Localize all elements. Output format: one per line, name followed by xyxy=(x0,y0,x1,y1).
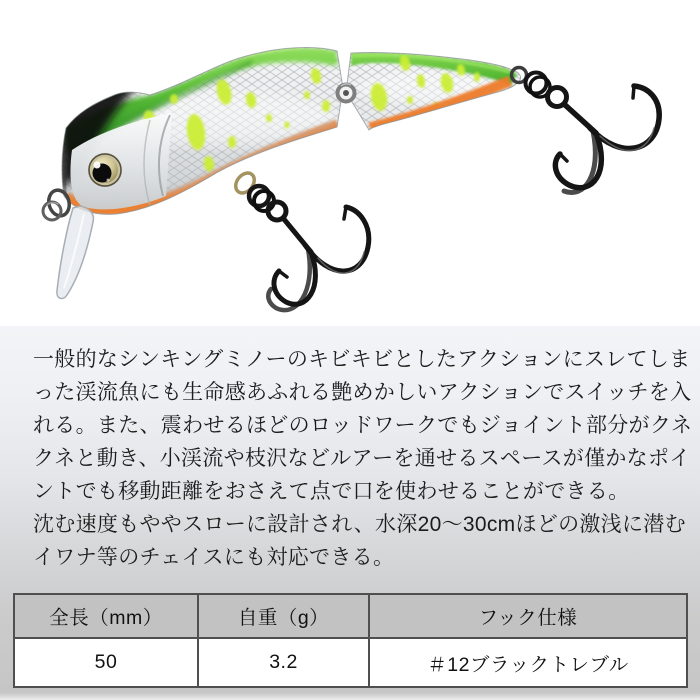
spec-header-length: 全長（mm） xyxy=(14,594,198,638)
lure-lip xyxy=(57,206,94,298)
description-line: ントでも移動距離をおさえて点で口を使わせることができる。 xyxy=(33,480,630,503)
description-line: クネと動き、小渓流や枝沢などルアーを通せるスペースが僅かなポイ xyxy=(33,447,691,470)
spec-table-header-row xyxy=(14,594,687,638)
lure-rear-body xyxy=(340,45,530,140)
front-treble-hook xyxy=(232,169,369,310)
product-photo-section xyxy=(0,0,700,326)
lure-photo xyxy=(0,0,700,326)
spec-table-value-row xyxy=(14,638,687,687)
spec-value-length: 50 xyxy=(14,638,198,687)
spec-table xyxy=(13,593,688,688)
description-line: った渓流魚にも生命感あふれる艶めかしいアクションでスイッチを入 xyxy=(33,381,692,404)
lure-front-body xyxy=(55,40,355,230)
product-description xyxy=(33,343,694,574)
joint-hinge xyxy=(338,84,355,102)
spec-value-hook: ＃12ブラックトレブル xyxy=(369,638,687,687)
rear-treble-hook xyxy=(512,68,660,193)
spec-header-weight: 自重（g） xyxy=(198,594,369,638)
spec-value-weight: 3.2 xyxy=(198,638,369,687)
description-line: イワナ等のチェイスにも対応できる。 xyxy=(33,546,395,569)
lure-eye xyxy=(88,153,122,187)
product-info-section xyxy=(0,326,700,700)
description-line: 一般的なシンキングミノーのキビキビとしたアクションにスレてしま xyxy=(33,348,691,371)
spec-header-hook: フック仕様 xyxy=(369,594,687,638)
description-line: 沈む速度もややスローに設計され、水深20～30cmほどの激浅に潜む xyxy=(33,513,686,536)
description-line: れる。また、震わせるほどのロッドワークでもジョイント部分がクネ xyxy=(33,414,693,437)
